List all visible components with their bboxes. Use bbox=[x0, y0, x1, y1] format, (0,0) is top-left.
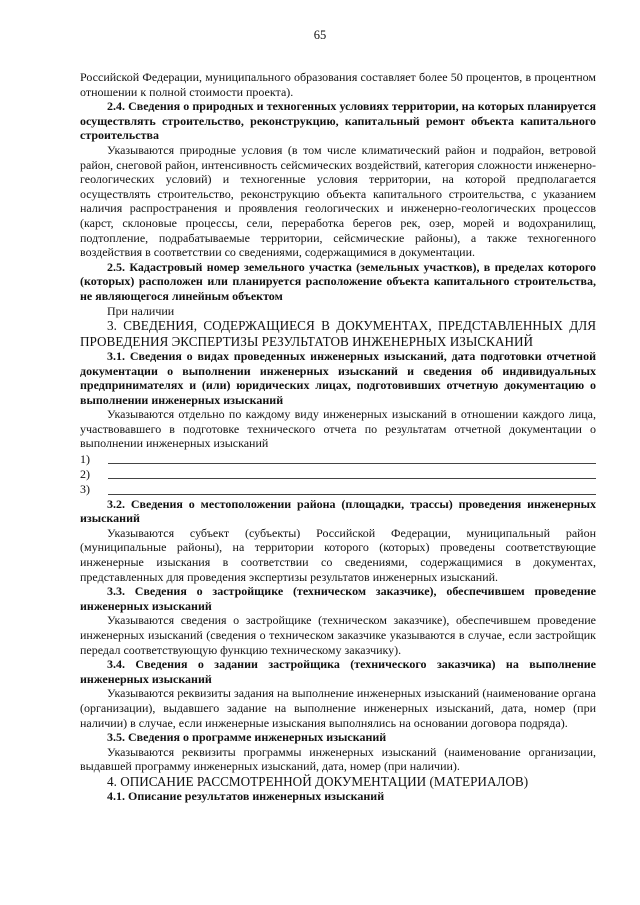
list-item-number: 3) bbox=[80, 482, 90, 497]
paragraph-continuation: Российской Федерации, муниципального образования составляет более 50 процентов, в процентном отношении к полной стоимости проекта). bbox=[80, 70, 596, 99]
page-number: 65 bbox=[313, 28, 327, 42]
section-heading-4-1: 4.1. Описание результатов инженерных изысканий bbox=[107, 789, 385, 804]
paragraph-2-4: Указываются природные условия (в том числе климатический район и подрайон, ветровой район, снеговой район, интенсивность сейсмических воздействий, категория сложности инженерно-геологических условий) и техногенные условия территории, на которой предполагается осуществлять строительство, реконструкцию объекта капитального строительства, с указанием наличия распространения и проявления геологических и инженерно-геологических процессов (карст, склоновые процессы, сели, переработка берегов рек, озер, морей и водохранилищ, подтопление, подрабатываемые территории, сейсмические районы), а также техногенного воздействия в соответствии со сведениями, содержащимися в документации. bbox=[80, 142, 596, 260]
paragraph-3-2: Указываются субъект (субъекты) Российской Федерации, муниципальный район (муниципальные районы), на территории которого (которых) проведены соответствующие инженерные изыскания в соответствии со сведениями, содержащимися в документах, представленных для проведения экспертизы результатов инженерных изысканий. bbox=[80, 525, 596, 584]
section-heading-3-2: 3.2. Сведения о местоположении района (площадки, трассы) проведения инженерных изысканий bbox=[80, 496, 596, 526]
section-heading-2-5: 2.5. Кадастровый номер земельного участка (земельных участков), в пределах которого (которых) расположен или планируется расположение объекта капитального строительства, не являющегося линейным объектом bbox=[80, 259, 596, 303]
paragraph-3-3: Указываются сведения о застройщике (техническом заказчике), обеспечившем проведение инженерных изысканий (сведения о техническом заказчике указываются в случае, если застройщик передал соответствующую функцию техническому заказчику). bbox=[80, 613, 596, 657]
list-item bbox=[80, 481, 596, 496]
chapter-heading-4: 4. ОПИСАНИЕ РАССМОТРЕННОЙ ДОКУМЕНТАЦИИ (МАТЕРИАЛОВ) bbox=[107, 773, 529, 789]
paragraph-2-5: При наличии bbox=[107, 303, 175, 318]
list-item-number: 2) bbox=[80, 466, 90, 481]
section-heading-3-1: 3.1. Сведения о видах проведенных инженерных изысканий, дата подготовки отчетной документации о выполнении инженерных изысканий и сведения об индивидуальных предпринимателях и (или) юридических лицах, подготовивших отчетную документацию о выполнении инженерных изысканий bbox=[80, 348, 596, 407]
numbered-blank-list bbox=[80, 451, 596, 497]
blank-fill-line bbox=[108, 453, 596, 464]
section-heading-3-4: 3.4. Сведения о задании застройщика (технического заказчика) на выполнение инженерных изысканий bbox=[80, 657, 596, 686]
list-item bbox=[80, 451, 596, 466]
section-heading-2-4: 2.4. Сведения о природных и техногенных условиях территории, на которых планируется осуществлять строительство, реконструкцию, капитальный ремонт объекта капитального строительства bbox=[80, 99, 596, 143]
section-heading-3-5: 3.5. Сведения о программе инженерных изысканий bbox=[107, 730, 387, 745]
paragraph-3-5: Указываются реквизиты программы инженерных изысканий (наименование организации, выдавшей программу инженерных изысканий, дата, номер (при наличии). bbox=[80, 744, 596, 774]
list-item bbox=[80, 466, 596, 481]
document-body bbox=[80, 70, 596, 804]
list-item-number: 1) bbox=[80, 451, 90, 466]
paragraph-3-1: Указываются отдельно по каждому виду инженерных изысканий в отношении каждого лица, участвовавшего в подготовке технического отчета по результатам отчетной документации о выполнении инженерных изысканий bbox=[80, 407, 596, 451]
section-heading-3-3: 3.3. Сведения о застройщике (техническом заказчике), обеспечившем проведение инженерных изысканий bbox=[80, 584, 596, 613]
chapter-heading-3: 3. СВЕДЕНИЯ, СОДЕРЖАЩИЕСЯ В ДОКУМЕНТАХ, ПРЕДСТАВЛЕННЫХ ДЛЯ ПРОВЕДЕНИЯ ЭКСПЕРТИЗЫ РЕЗУЛЬТАТОВ ИНЖЕНЕРНЫХ ИЗЫСКАНИЙ bbox=[80, 318, 596, 349]
blank-fill-line bbox=[108, 484, 596, 495]
blank-fill-line bbox=[108, 468, 596, 479]
paragraph-3-4: Указываются реквизиты задания на выполнение инженерных изысканий (наименование органа (организации), выдавшего задание на выполнение инженерных изысканий, дата, номер (при наличии) в случае, если инженерные изыскания выполнялись на основании договора подряда). bbox=[80, 686, 596, 730]
